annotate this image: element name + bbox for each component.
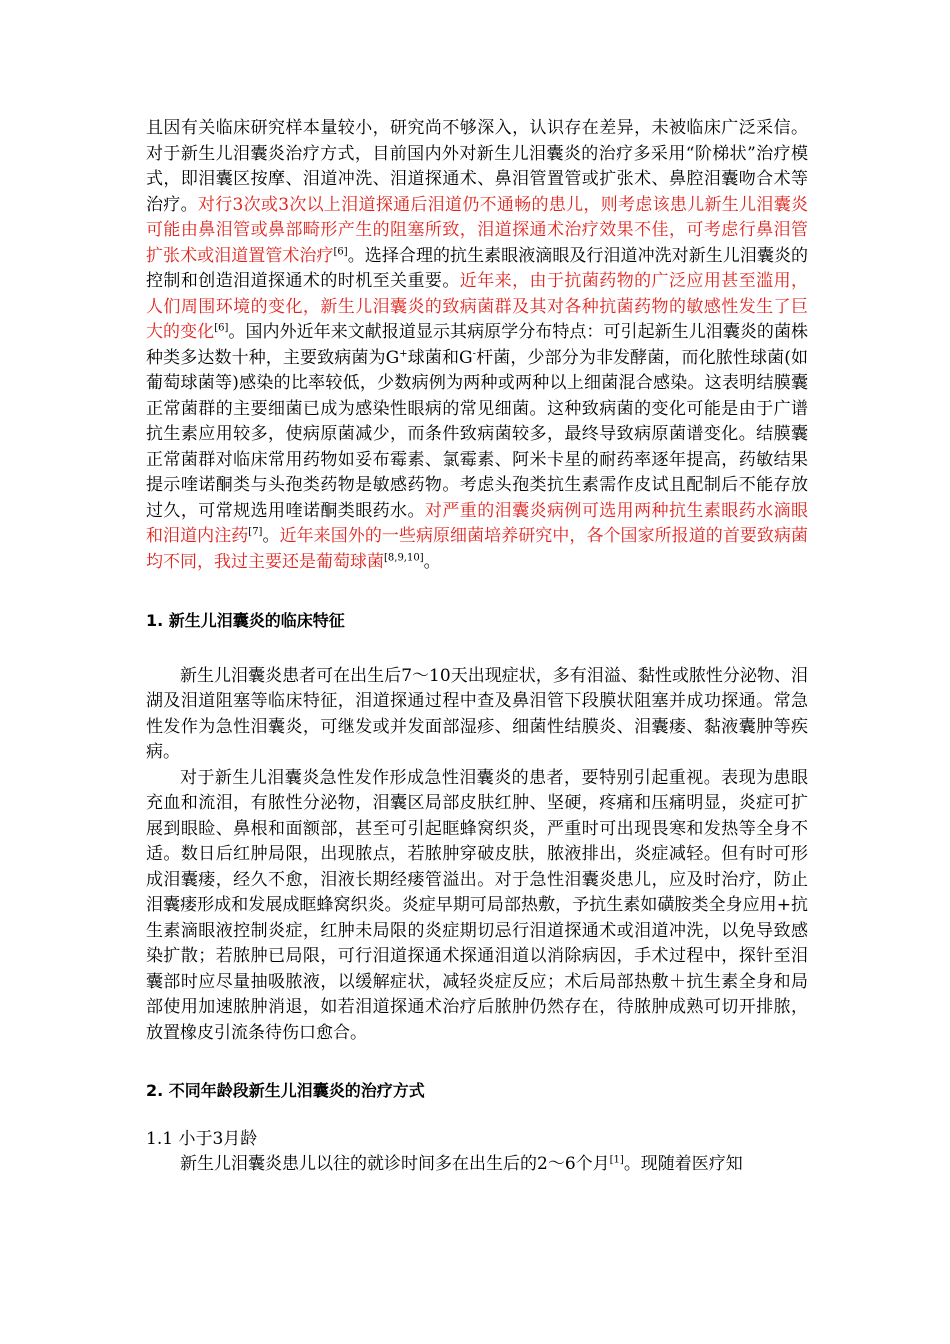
intro-paragraph — [146, 116, 808, 575]
section-1-heading: 1. 新生儿泪囊炎的临床特征 — [146, 611, 345, 630]
intro-text-3b: 球菌和G — [407, 347, 473, 368]
intro-text-4: 。 — [262, 526, 280, 546]
highlight-text-2: 近年来，由于抗菌药物的广泛应用甚至滥用，人们周围环境的变化，新生儿泪囊炎的致病菌群及其对各种抗菌药物的敏感性发生了巨大的变化 — [146, 271, 809, 342]
intro-text-2: 。选择合理的抗生素眼液滴眼及行泪道冲洗对新生儿泪囊炎的控制和创造泪道探通术的时机至关重要。 — [146, 245, 809, 291]
intro-text-3c: 杆菌，少部分为非发酵菌，而化脓性球菌(如葡萄球菌等)感染的比率较低，少数病例为两种或两种以上细菌混合感染。这表明结膜囊正常菌群的主要细菌已成为感染性眼病的常见细菌。这种致病菌的变化可能是由于广谱抗生素应用较多，使病原菌减少，而条件致病菌较多，最终导致病原菌谱变化。结膜囊正常菌群对临床常用药物如妥布霉素、氯霉素、阿米卡星的耐药率逐年提高，药敏结果提示喹诺酮类与头孢类药物是敏感药物。考虑头孢类抗生素需作皮试且配制后不能存放过久，可常规选用喹诺酮类眼药水。 — [146, 347, 808, 521]
highlight-text-4: 近年来国外的一些病原细菌培养研究中，各个国家所报道的首要致病菌均不同，我过主要还是葡萄球菌 — [146, 526, 809, 572]
section-1-paragraph-1: 新生儿泪囊炎患者可在出生后7～10天出现症状，多有泪溢、黏性或脓性分泌物、泪湖及泪道阻塞等临床特征，泪道探通过程中查及鼻泪管下段膜状阻塞并成功探通。常急性发作为急性泪囊炎，可继发或并发面部湿疹、细菌性结膜炎、泪囊瘘、黏液囊肿等疾病。 — [146, 665, 808, 762]
section-1-paragraph-2: 对于新生儿泪囊炎急性发作形成急性泪囊炎的患者，要特别引起重视。表现为患眼充血和流泪，有脓性分泌物，泪囊区局部皮肤红肿、坚硬，疼痛和压痛明显，炎症可扩展到眼睑、鼻根和面额部，甚至可引起眶蜂窝织炎，严重时可出现畏寒和发热等全身不适。数日后红肿局限，出现脓点，若脓肿穿破皮肤，脓液排出，炎症减轻。但有时可形成泪囊瘘，经久不愈，泪液长期经瘘管溢出。对于急性泪囊炎患儿，应及时治疗，防止泪囊瘘形成和发展成眶蜂窝织炎。炎症早期可局部热敷，予抗生素如磺胺类全身应用+抗生素滴眼液控制炎症，红肿未局限的炎症期切忌行泪道探通术或泪道冲洗，以免导致感染扩散；若脓肿已局限，可行泪道探通术探通泪道以消除病因，手术过程中，探针至泪囊部时应尽量抽吸脓液，以缓解症状，减轻炎症反应；术后局部热敷＋抗生素全身和局部使用加速脓肿消退，如若泪道探通术治疗后脓肿仍然存在，待脓肿成熟可切开排脓，放置橡皮引流条待伤口愈合。 — [146, 767, 808, 1043]
citation-8-9-10: [8,9,10] — [384, 551, 424, 563]
subsection-1-1-paragraph — [146, 1152, 808, 1178]
intro-text-5: 。 — [423, 551, 441, 572]
superscript-minus: - — [472, 347, 477, 359]
highlight-text-3: 对严重的泪囊炎病例可选用两种抗生素眼药水滴眼和泪道内注药 — [146, 500, 809, 546]
citation-6b: [6] — [214, 322, 229, 334]
citation-1: [1] — [609, 1154, 624, 1166]
intro-text-3a: 。国内外近年来文献报道显示其病原学分布特点：可引起新生儿泪囊炎的菌株种类多达数十种，主要致病菌为G — [146, 322, 809, 368]
citation-7: [7] — [248, 526, 263, 538]
subsection-1-1-heading: 1.1 小于3月龄 — [146, 1128, 258, 1149]
highlight-text-1: 对行3次或3次以上泪道探通后泪道仍不通畅的患儿，则考虑该患儿新生儿泪囊炎可能由鼻泪管或鼻部畸形产生的阻塞所致，泪道探通术治疗效果不佳，可考虑行鼻泪管扩张术或泪道置管术治疗 — [146, 194, 808, 266]
subsection-text-a: 新生儿泪囊炎患儿以往的就诊时间多在出生后的2～6个月 — [180, 1154, 610, 1174]
superscript-plus: + — [399, 347, 408, 359]
subsection-text-b: 。现随着医疗知 — [623, 1154, 743, 1174]
document-body — [146, 116, 808, 1178]
section-2-heading: 2. 不同年龄段新生儿泪囊炎的治疗方式 — [146, 1081, 425, 1100]
intro-text-1: 且因有关临床研究样本量较小，研究尚不够深入，认识存在差异，未被临床广泛采信。对于新生儿泪囊炎治疗方式，目前国内外对新生儿泪囊炎的治疗多采用“阶梯状”治疗模式，即泪囊区按摩、泪道冲洗、泪道探通术、鼻泪管置管或扩张术、鼻腔泪囊吻合术等治疗。 — [146, 118, 808, 215]
citation-6a: [6] — [333, 245, 348, 257]
